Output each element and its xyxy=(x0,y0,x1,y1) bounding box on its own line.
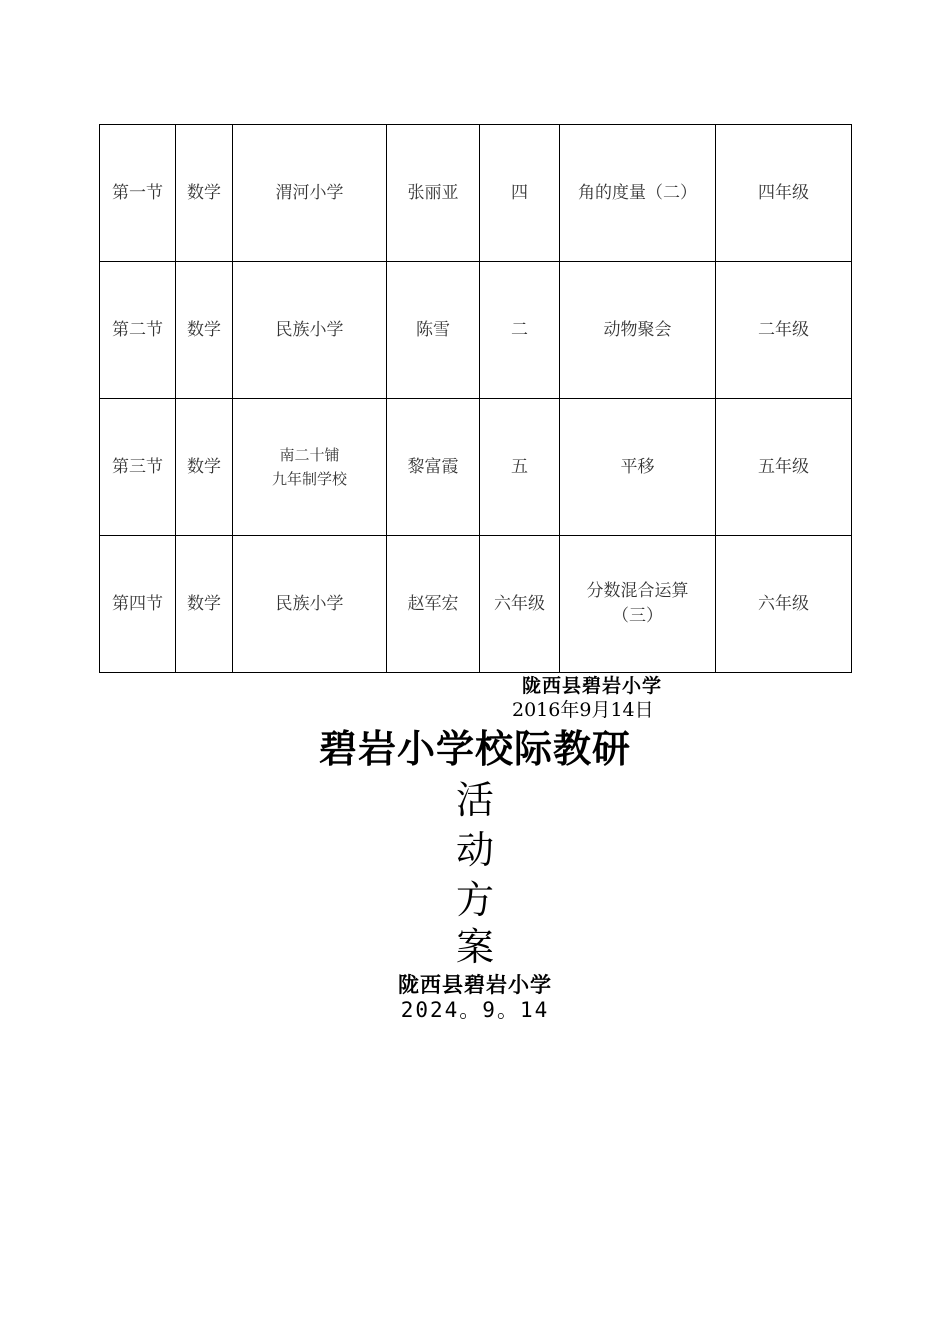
school-cell-line: 渭河小学 xyxy=(275,182,344,203)
lesson-cell xyxy=(560,262,716,399)
session-cell: 第四节 xyxy=(100,536,176,673)
schedule-body xyxy=(100,125,852,673)
subject-cell: 数学 xyxy=(176,536,233,673)
school-cell xyxy=(233,125,387,262)
cover-date: 2024。9。14 xyxy=(400,998,550,1022)
lesson-cell-line: （三） xyxy=(612,606,663,626)
school-cell-line: 南二十铺 xyxy=(279,446,340,464)
grade-cell: 四年级 xyxy=(716,125,852,262)
grade-code-cell: 五 xyxy=(480,399,560,536)
cover-title-char: 案 xyxy=(455,925,494,969)
cover-school: 陇西县碧岩小学 xyxy=(398,972,552,997)
session-cell: 第一节 xyxy=(100,125,176,262)
subject-cell: 数学 xyxy=(176,399,233,536)
school-cell-line: 民族小学 xyxy=(275,593,344,614)
school-cell-line: 九年制学校 xyxy=(271,470,347,488)
table-row xyxy=(100,262,852,399)
subject-cell: 数学 xyxy=(176,125,233,262)
teacher-cell: 黎富霞 xyxy=(387,399,480,536)
school-cell xyxy=(233,399,387,536)
signature-school: 陇西县碧岩小学 xyxy=(522,675,663,697)
lesson-cell xyxy=(560,536,716,673)
signature-date: 2016年9月14日 xyxy=(512,699,654,721)
grade-code-cell: 六年级 xyxy=(480,536,560,673)
school-cell xyxy=(233,262,387,399)
cover-title: 碧岩小学校际教研 xyxy=(318,726,631,771)
school-cell-line: 民族小学 xyxy=(275,319,344,340)
lesson-cell-line: 分数混合运算 xyxy=(586,581,689,601)
teacher-cell: 陈雪 xyxy=(387,262,480,399)
teacher-cell: 张丽亚 xyxy=(387,125,480,262)
lesson-cell xyxy=(560,399,716,536)
lesson-cell-line: 角的度量（二） xyxy=(578,182,697,203)
grade-cell: 六年级 xyxy=(716,536,852,673)
grade-cell: 五年级 xyxy=(716,399,852,536)
lesson-cell-line: 动物聚会 xyxy=(603,319,672,340)
cover-title-char: 活 xyxy=(455,778,494,822)
table-row xyxy=(100,125,852,262)
grade-code-cell: 二 xyxy=(480,262,560,399)
cover-title-char: 方 xyxy=(455,878,494,922)
subject-cell: 数学 xyxy=(176,262,233,399)
teacher-cell: 赵军宏 xyxy=(387,536,480,673)
school-cell xyxy=(233,536,387,673)
lesson-cell xyxy=(560,125,716,262)
table-row xyxy=(100,399,852,536)
schedule-table xyxy=(99,124,852,673)
lesson-cell-line: 平移 xyxy=(620,456,655,477)
table-row xyxy=(100,536,852,673)
session-cell: 第三节 xyxy=(100,399,176,536)
grade-code-cell: 四 xyxy=(480,125,560,262)
session-cell: 第二节 xyxy=(100,262,176,399)
cover-title-char: 动 xyxy=(455,828,494,872)
grade-cell: 二年级 xyxy=(716,262,852,399)
